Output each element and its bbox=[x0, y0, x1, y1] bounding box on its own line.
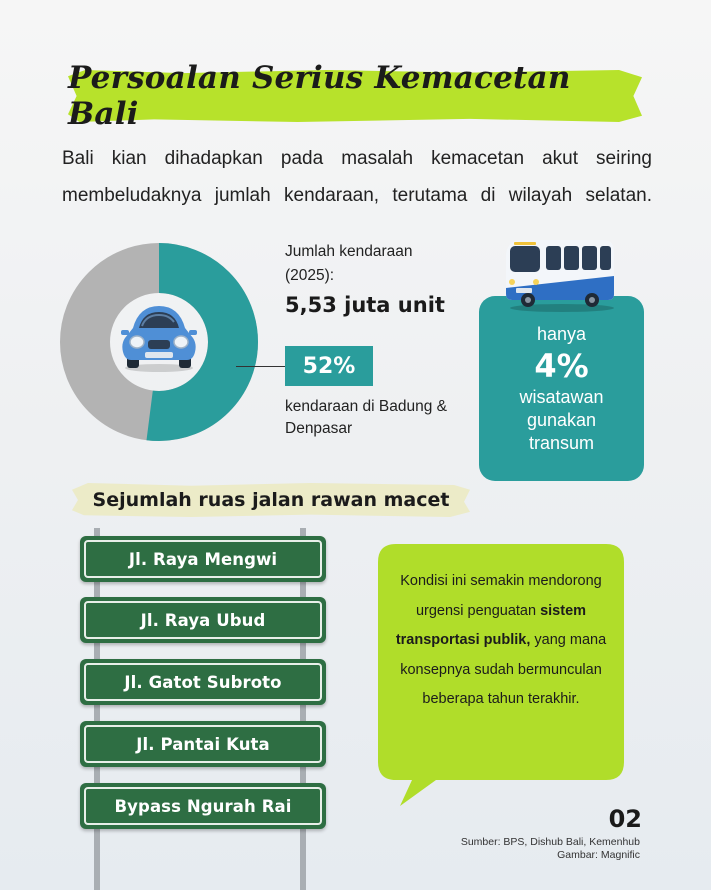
callout-text-post: yang mana konsepnya sudah bermunculan beberapa tahun terakhir. bbox=[400, 632, 607, 707]
road-sign-label: Bypass Ngurah Rai bbox=[84, 787, 322, 825]
callout-text-bold: sistem transportasi publik, bbox=[395, 602, 587, 648]
sign-post-left bbox=[94, 528, 100, 890]
callout-text bbox=[392, 567, 610, 715]
road-sign bbox=[80, 536, 326, 582]
bus-icon bbox=[500, 236, 618, 312]
sign-post-right bbox=[300, 528, 306, 890]
page-number: 02 bbox=[608, 805, 642, 833]
leader-line bbox=[236, 366, 286, 367]
source-text: Sumber: BPS, Dishub Bali, Kemenhub bbox=[460, 836, 640, 848]
callout-text-pre: Kondisi ini semakin mendorong urgensi penguatan bbox=[400, 573, 602, 619]
road-sign-label: Jl. Pantai Kuta bbox=[84, 725, 322, 763]
road-sign bbox=[80, 783, 326, 829]
vehicle-count-value: 5,53 juta unit bbox=[285, 293, 445, 317]
road-sign-label: Jl. Raya Ubud bbox=[84, 601, 322, 639]
source-note bbox=[420, 836, 640, 862]
transit-line-1: wisatawan bbox=[519, 387, 604, 407]
image-credit: Gambar: Magnific bbox=[557, 849, 640, 861]
transit-line-2: gunakan bbox=[526, 410, 597, 430]
car-icon bbox=[117, 298, 201, 374]
transit-prefix: hanya bbox=[536, 324, 587, 344]
road-sign bbox=[80, 721, 326, 767]
page-title: Persoalan Serius Kemacetan Bali bbox=[68, 60, 571, 132]
road-sign-label: Jl. Raya Mengwi bbox=[84, 540, 322, 578]
road-sign bbox=[80, 659, 326, 705]
roads-heading: Sejumlah ruas jalan rawan macet bbox=[92, 489, 450, 511]
transit-stat bbox=[479, 322, 644, 455]
transit-line-3: transum bbox=[528, 433, 595, 453]
vehicle-share-description: kendaraan di Badung & Denpasar bbox=[285, 398, 448, 437]
vehicle-share-percent: 52% bbox=[285, 346, 373, 386]
vehicle-count-label: Jumlah kendaraan (2025): bbox=[285, 243, 413, 284]
road-sign-label: Jl. Gatot Subroto bbox=[84, 663, 322, 701]
intro-paragraph: Bali kian dihadapkan pada masalah kemacetan akut seiring membeludaknya jumlah kendaraan, terutama di wilayah selatan. bbox=[62, 148, 652, 206]
road-sign bbox=[80, 597, 326, 643]
transit-percent: 4% bbox=[534, 347, 589, 385]
